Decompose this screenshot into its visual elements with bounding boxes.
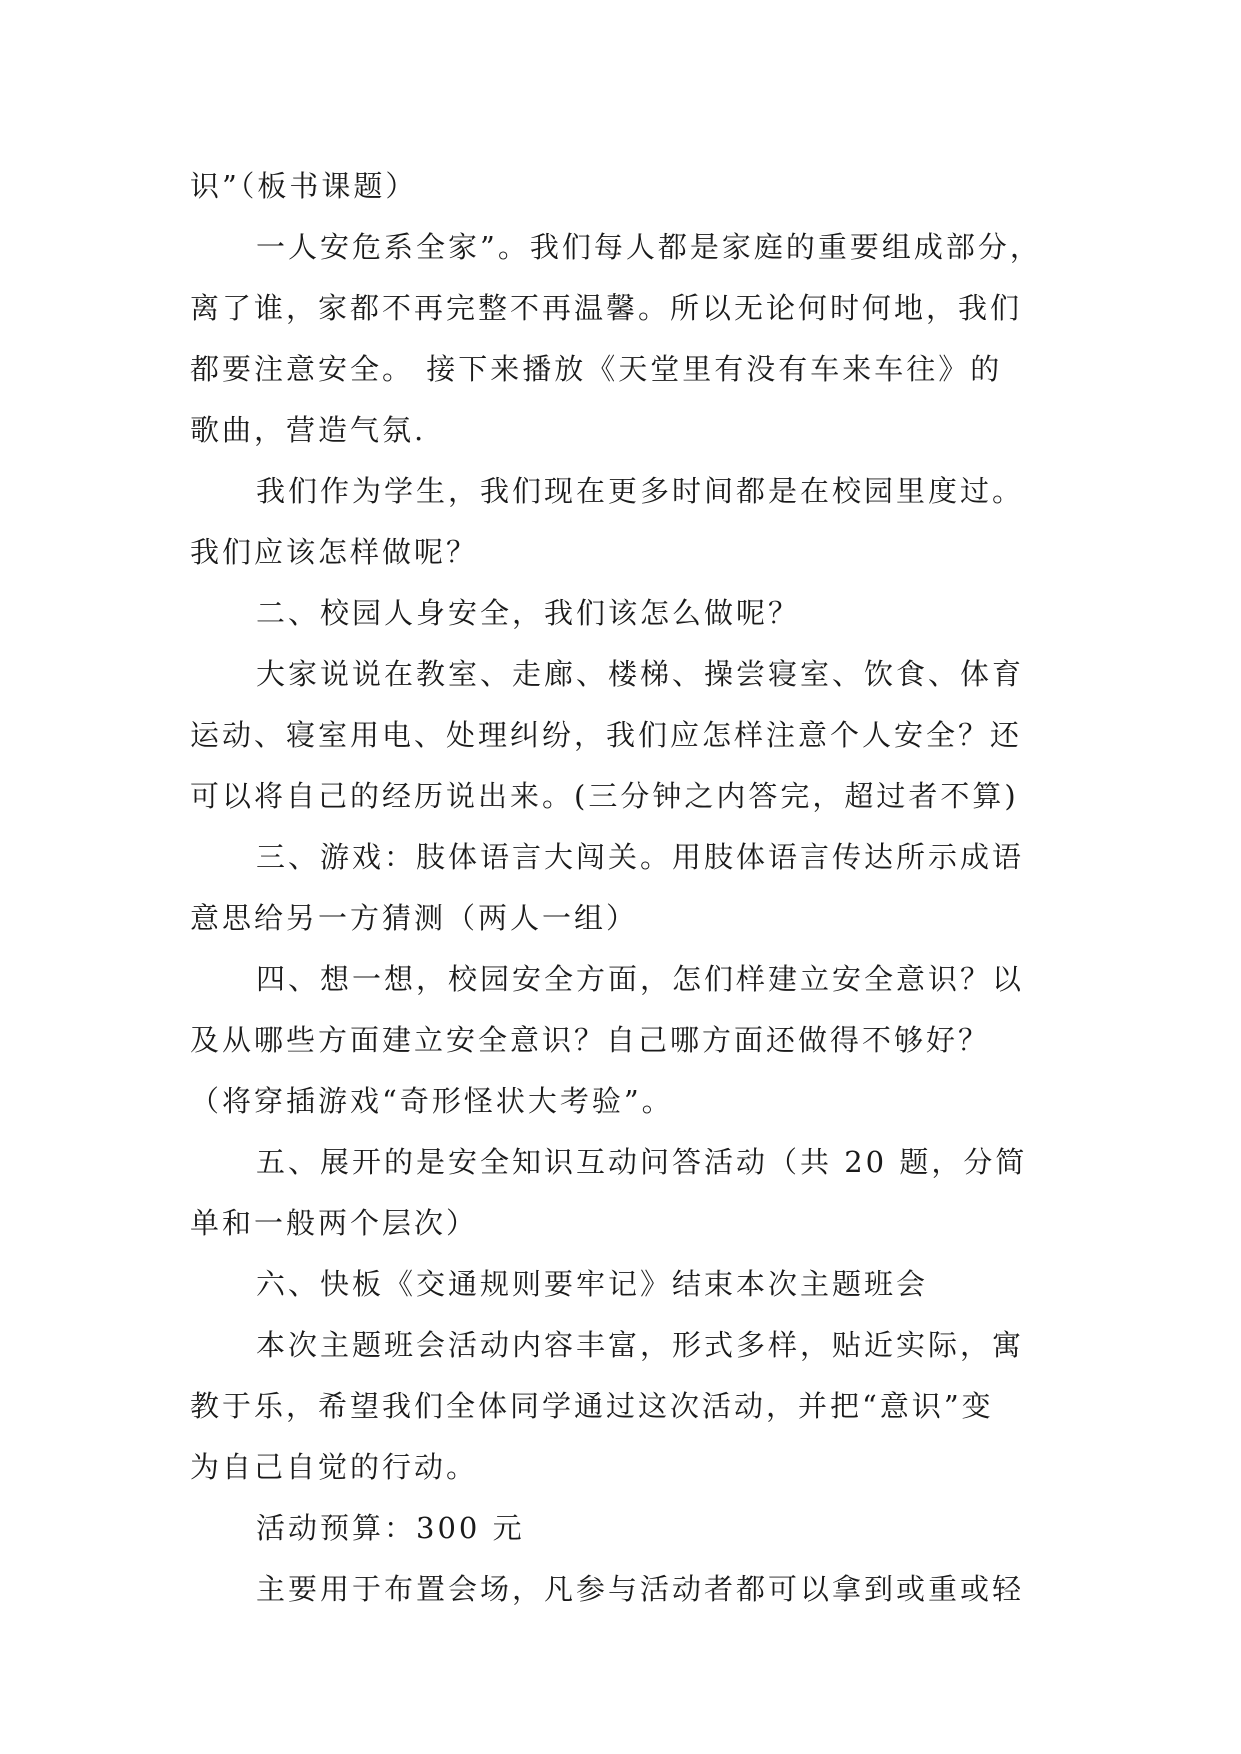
text-line: 六、快板《交通规则要牢记》结束本次主题班会 xyxy=(256,1267,929,1301)
text-line: 运动、寝室用电、处理纠纷，我们应怎样注意个人安全？还 xyxy=(190,718,1023,752)
text-line: 及从哪些方面建立安全意识？自己哪方面还做得不够好？ xyxy=(190,1023,991,1057)
text-line: 四、想一想，校园安全方面，怎们样建立安全意识？以 xyxy=(256,962,1025,996)
text-line: 歌曲，营造气氛. xyxy=(190,413,427,447)
text-line: 三、游戏：肢体语言大闯关。用肢体语言传达所示成语 xyxy=(256,840,1025,874)
text-line: 活动预算：300 元 xyxy=(256,1511,525,1545)
text-line: 我们作为学生，我们现在更多时间都是在校园里度过。 xyxy=(256,474,1025,508)
text-line: 离了谁，家都不再完整不再温馨。所以无论何时何地，我们 xyxy=(190,291,1023,325)
text-line: 我们应该怎样做呢？ xyxy=(190,535,479,569)
text-line: 都要注意安全。 接下来播放《天堂里有没有车来车往》的 xyxy=(190,352,1003,386)
text-line: 本次主题班会活动内容丰富，形式多样，贴近实际，寓 xyxy=(256,1328,1025,1362)
text-line: 教于乐，希望我们全体同学通过这次活动，并把“意识”变 xyxy=(190,1389,994,1423)
text-line: 主要用于布置会场，凡参与活动者都可以拿到或重或轻 xyxy=(256,1572,1025,1606)
text-line: （将穿插游戏“奇形怪状大考验”。 xyxy=(190,1084,674,1118)
text-line: 五、展开的是安全知识互动问答活动（共 20 题，分简 xyxy=(256,1145,1028,1179)
text-line: 为自己自觉的行动。 xyxy=(190,1450,479,1484)
text-line: 大家说说在教室、走廊、楼梯、操尝寝室、饮食、体育 xyxy=(256,657,1025,691)
text-line: 意思给另一方猜测（两人一组） xyxy=(190,901,639,935)
text-line: 识”（板书课题） xyxy=(190,169,418,203)
document-body xyxy=(190,156,1052,1620)
text-line: 可以将自己的经历说出来。(三分钟之内答完，超过者不算) xyxy=(190,779,1019,813)
text-line: 单和一般两个层次） xyxy=(190,1206,479,1240)
text-line: 一人安危系全家”。我们每人都是家庭的重要组成部分， xyxy=(256,230,1042,264)
text-line: 二、校园人身安全，我们该怎么做呢？ xyxy=(256,596,801,630)
